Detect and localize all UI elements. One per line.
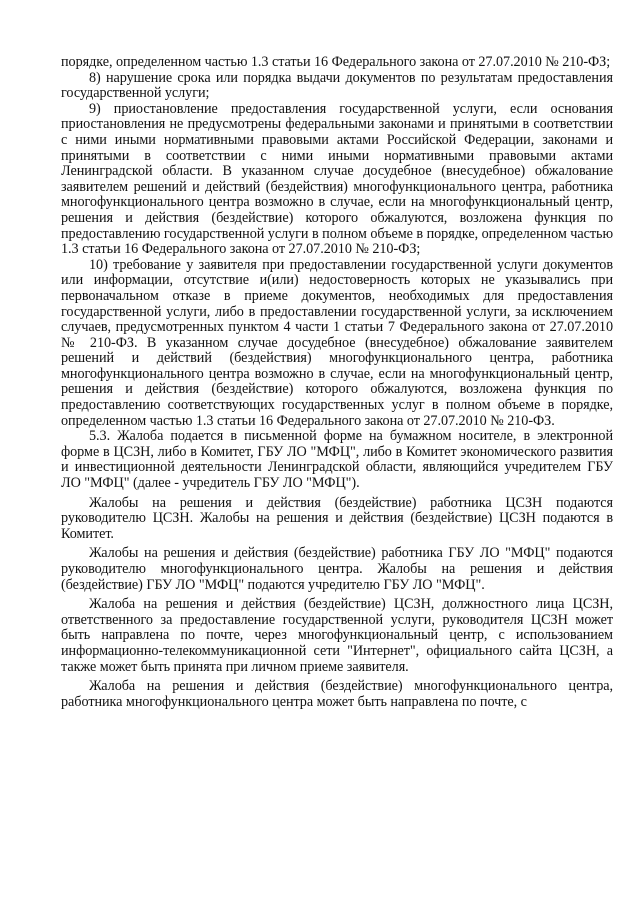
paragraph-complaint-channels-cszn: Жалоба на решения и действия (бездействие) ЦСЗН, должностного лица ЦСЗН, ответственного за предоставление государственной услуги, руководителя ЦСЗН может быть направлена по почте, через многофункциональный центр, с использованием информационно-телекоммуникационной сети "Интернет", официального сайта ЦСЗН, а также может быть принята при личном приеме заявителя.	[61, 596, 613, 675]
paragraph-item-10: 10) требование у заявителя при предоставлении государственной услуги документов или информации, отсутствие и(или) недостоверность которых не указывались при первоначальном отказе в приеме документов, необходимых для предоставления государственной услуги, либо в предоставлении государственной услуги, за исключением случаев, предусмотренных пунктом 4 части 1 статьи 7 Федерального закона от 27.07.2010 № 210-ФЗ. В указанном случае досудебное (внесудебное) обжалование заявителем решений и действий (бездействия) многофункционального центра, работника многофункционального центра возможно в случае, если на многофункциональный центр, решения и действия (бездействие) которого обжалуются, возложена функция по предоставлению соответствующих государственных услуг в полном объеме в порядке, определенном частью 1.3 статьи 16 Федерального закона от 27.07.2010 № 210-ФЗ.	[61, 256, 613, 429]
paragraph-complaint-channels-mfc: Жалоба на решения и действия (бездействие) многофункционального центра, работника многофункционального центра может быть направлена по почте, с	[61, 678, 613, 710]
paragraph-5-3: 5.3. Жалоба подается в письменной форме на бумажном носителе, в электронной форме в ЦСЗН, либо в Комитет, ГБУ ЛО "МФЦ", либо в Комитет экономического развития и инвестиционной деятельности Ленинградской области, являющийся учредителем ГБУ ЛО "МФЦ" (далее - учредитель ГБУ ЛО "МФЦ").	[61, 428, 613, 492]
paragraph-item-9: 9) приостановление предоставления государственной услуги, если основания приостановления не предусмотрены федеральными законами и принятыми в соответствии с ними иными нормативными правовыми актами Российской Федерации, законами и принятыми в соответствии с ними иными нормативными правовыми актами Ленинградской области. В указанном случае досудебное (внесудебное) обжалование заявителем решений и действий (бездействия) многофункционального центра, работника многофункционального центра возможно в случае, если на многофункциональный центр, решения и действия (бездействие) которого обжалуются, возложена функция по предоставлению государственной услуги в полном объеме в порядке, определенном частью 1.3 статьи 16 Федерального закона от 27.07.2010 № 210-ФЗ;	[61, 100, 613, 258]
document-page	[61, 55, 613, 710]
paragraph-continuation: порядке, определенном частью 1.3 статьи 16 Федерального закона от 27.07.2010 № 210-ФЗ;	[61, 54, 611, 70]
paragraph-item-8: 8) нарушение срока или порядка выдачи документов по результатам предоставления государственной услуги;	[61, 69, 613, 102]
paragraph-complaints-cszn: Жалобы на решения и действия (бездействие) работника ЦСЗН подаются руководителю ЦСЗН. Жалобы на решения и действия (бездействие) ЦСЗН подаются в Комитет.	[61, 494, 613, 542]
paragraph-complaints-mfc: Жалобы на решения и действия (бездействие) работника ГБУ ЛО "МФЦ" подаются руководителю многофункционального центра. Жалобы на решения и действия (бездействие) ГБУ ЛО "МФЦ" подаются учредителю ГБУ ЛО "МФЦ".	[61, 545, 613, 593]
